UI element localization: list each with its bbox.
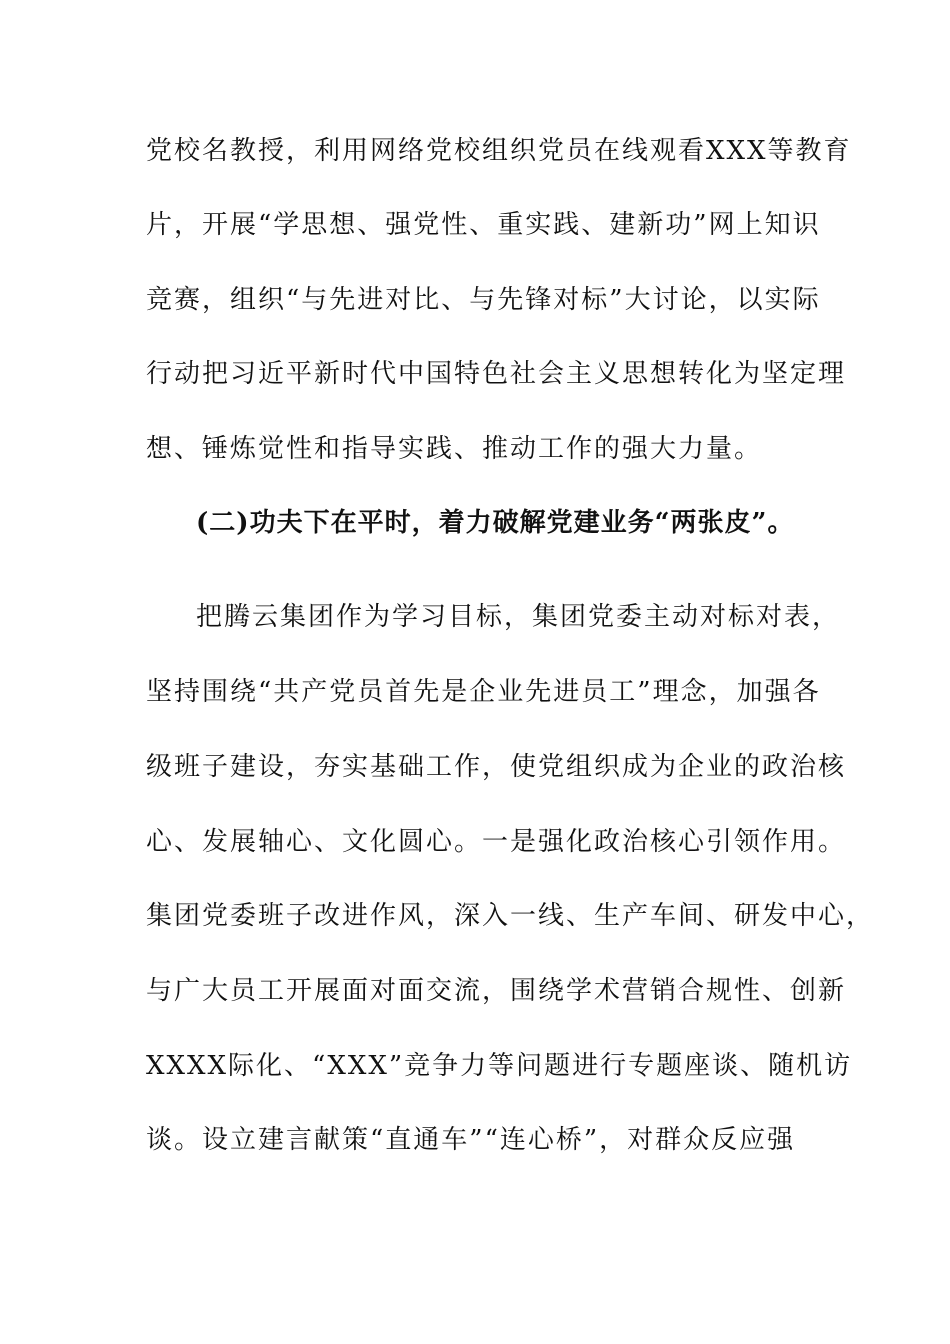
paragraph-1-line-5: 想、锤炼觉性和指导实践、推动工作的强大力量。 <box>146 434 763 464</box>
section-heading: (二)功夫下在平时，着力破解党建业务“两张皮”。 <box>196 508 795 538</box>
paragraph-2-line-3: 级班子建设，夯实基础工作，使党组织成为企业的政治核 <box>146 752 847 782</box>
paragraph-2-line-7: XXXX际化、“XXX”竞争力等问题进行专题座谈、随机访 <box>146 1051 853 1081</box>
paragraph-1-line-1: 党校名教授，利用网络党校组织党员在线观看XXX等教育 <box>146 136 852 166</box>
paragraph-1-line-3: 竞赛，组织“与先进对比、与先锋对标”大讨论，以实际 <box>146 285 821 315</box>
paragraph-1-line-2: 片，开展“学思想、强党性、重实践、建新功”网上知识 <box>146 210 821 240</box>
paragraph-2-line-4: 心、发展轴心、文化圆心。一是强化政治核心引领作用。 <box>146 827 847 857</box>
paragraph-2-line-8: 谈。设立建言献策“直通车”“连心桥”，对群众反应强 <box>146 1125 796 1155</box>
paragraph-2-line-6: 与广大员工开展面对面交流，围绕学术营销合规性、创新 <box>146 976 847 1006</box>
paragraph-2-line-2: 坚持围绕“共产党员首先是企业先进员工”理念，加强各 <box>146 677 821 707</box>
paragraph-1-line-4: 行动把习近平新时代中国特色社会主义思想转化为坚定理 <box>146 359 847 389</box>
paragraph-2-line-5: 集团党委班子改进作风，深入一线、生产车间、研发中心， <box>146 901 875 931</box>
paragraph-2-line-1: 把腾云集团作为学习目标，集团党委主动对标对表， <box>196 602 841 632</box>
